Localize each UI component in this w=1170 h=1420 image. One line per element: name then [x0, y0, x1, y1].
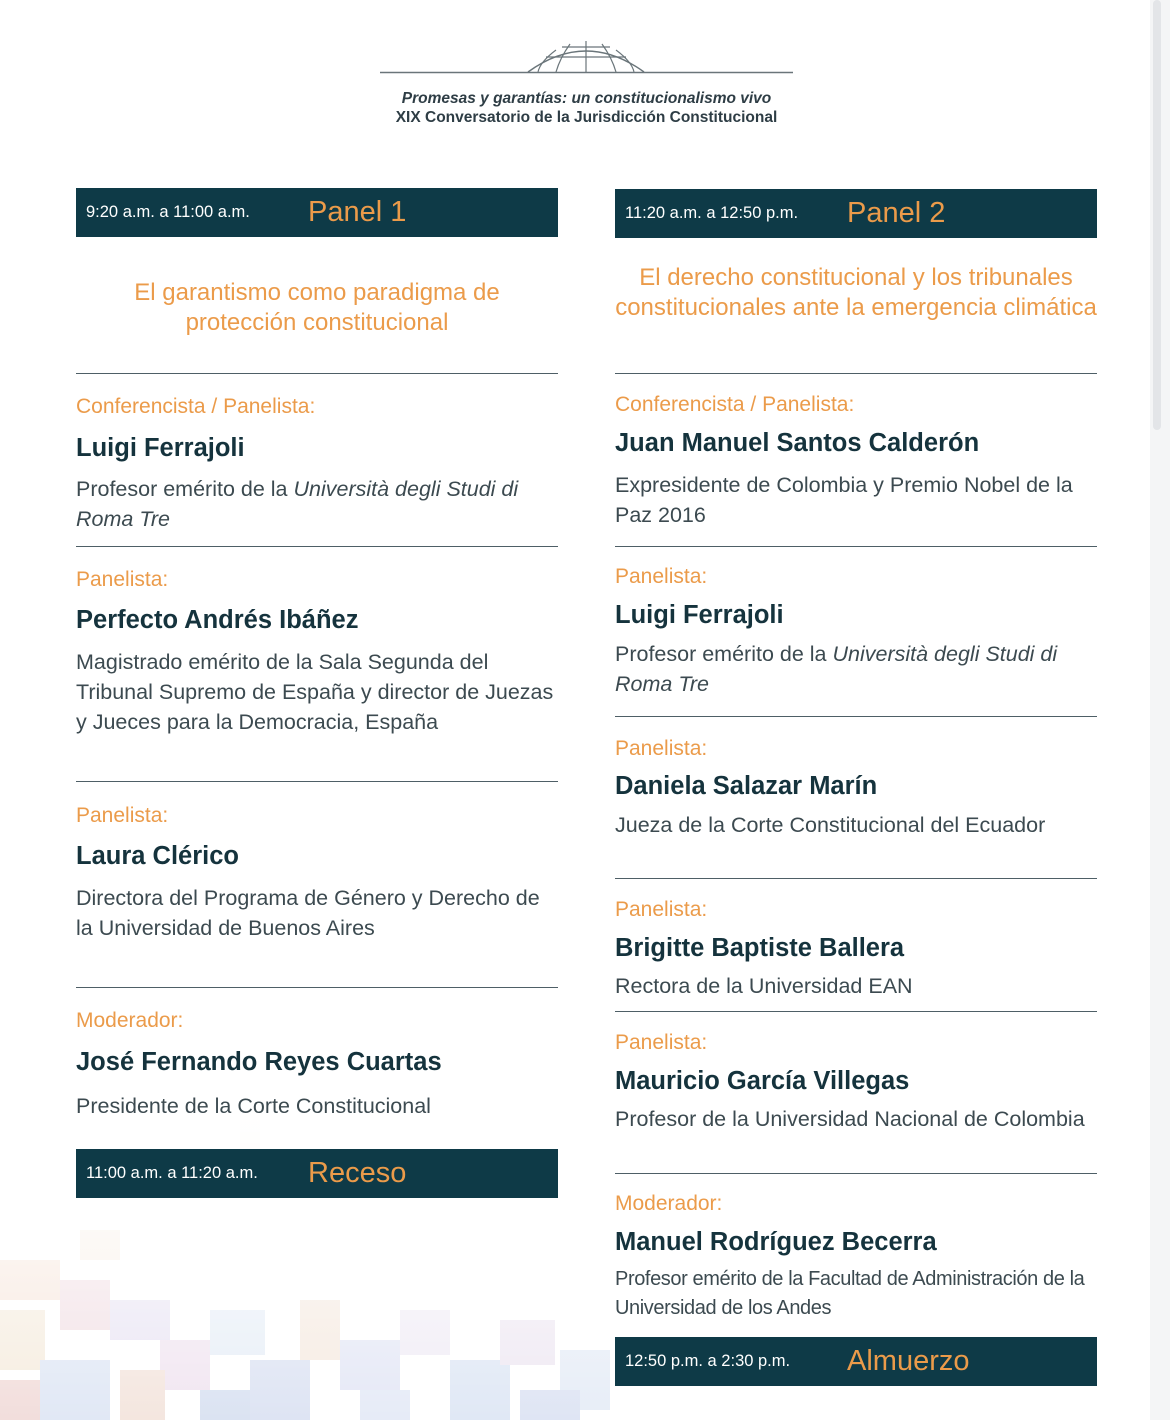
speaker-name: Mauricio García Villegas — [615, 1067, 910, 1095]
event-header — [380, 36, 793, 127]
divider — [615, 878, 1097, 879]
speaker-desc-text: Profesor emérito de la — [76, 477, 294, 501]
divider — [615, 1011, 1097, 1012]
break-label: Receso — [308, 1157, 407, 1189]
speaker-desc-text: Profesor emérito de la — [615, 642, 833, 666]
break-bar — [76, 1149, 558, 1198]
speaker-role: Conferencista / Panelista: — [76, 395, 316, 418]
divider — [615, 546, 1097, 547]
speaker-role: Panelista: — [76, 568, 169, 591]
panel-2-bar — [615, 189, 1097, 238]
panel-1-label: Panel 1 — [308, 196, 407, 228]
scrollbar[interactable] — [1150, 0, 1170, 1420]
speaker-role: Panelista: — [76, 804, 169, 827]
speaker-desc: Expresidente de Colombia y Premio Nobel de la Paz 2016 — [615, 473, 1073, 527]
speaker-role: Panelista: — [615, 565, 708, 588]
speaker-name: Brigitte Baptiste Ballera — [615, 934, 905, 962]
speaker-desc: Directora del Programa de Género y Derecho de la Universidad de Buenos Aires — [76, 886, 540, 940]
lunch-label: Almuerzo — [847, 1345, 970, 1377]
event-title: Promesas y garantías: un constitucionalismo vivo — [401, 90, 772, 107]
speaker-name: Laura Clérico — [76, 842, 239, 870]
divider — [615, 1173, 1097, 1174]
panel-2-topic: El derecho constitucional y los tribunales constitucionales ante la emergencia climática — [615, 264, 1097, 321]
speaker-desc: Rectora de la Universidad EAN — [615, 974, 913, 998]
speaker-desc — [76, 474, 558, 534]
lunch-time: 12:50 p.m. a 2:30 p.m. — [625, 1352, 791, 1370]
speaker-name: Luigi Ferrajoli — [76, 434, 245, 462]
speaker-name: Juan Manuel Santos Calderón — [615, 429, 980, 457]
speaker-name: José Fernando Reyes Cuartas — [76, 1048, 442, 1076]
divider — [76, 781, 558, 782]
speaker-desc: Presidente de la Corte Constitucional — [76, 1094, 431, 1118]
panel-1-bar — [76, 188, 558, 237]
speaker-desc-institution: Università degli Studi di Roma Tre — [76, 477, 519, 531]
speaker-desc-institution: Università degli Studi di Roma Tre — [615, 642, 1058, 696]
panel-2-time: 11:20 a.m. a 12:50 p.m. — [625, 204, 799, 222]
panel-1-time: 9:20 a.m. a 11:00 a.m. — [86, 203, 250, 221]
break-time: 11:00 a.m. a 11:20 a.m. — [86, 1164, 258, 1182]
speaker-name: Manuel Rodríguez Becerra — [615, 1228, 937, 1256]
panel-2-label: Panel 2 — [847, 197, 946, 229]
speaker-name: Perfecto Andrés Ibáñez — [76, 606, 359, 634]
speaker-desc: Magistrado emérito de la Sala Segunda del Tribunal Supremo de España y director de Juezas y Jueces para la Democracia, España — [76, 650, 554, 734]
speaker-desc: Profesor de la Universidad Nacional de Colombia — [615, 1107, 1085, 1131]
divider — [76, 987, 558, 988]
event-subtitle: XIX Conversatorio de la Jurisdicción Constitucional — [395, 109, 778, 126]
speaker-role: Conferencista / Panelista: — [615, 393, 855, 416]
speaker-desc: Jueza de la Corte Constitucional del Ecuador — [615, 813, 1046, 837]
speaker-role: Panelista: — [615, 1031, 708, 1054]
speaker-role: Panelista: — [615, 898, 708, 921]
globe-dome-icon — [380, 36, 793, 76]
speaker-role: Moderador: — [76, 1009, 184, 1032]
speaker-desc — [615, 639, 1097, 699]
divider — [615, 373, 1097, 374]
speaker-name: Daniela Salazar Marín — [615, 772, 878, 800]
speaker-role: Moderador: — [615, 1192, 723, 1215]
scrollbar-thumb[interactable] — [1153, 0, 1161, 430]
lunch-bar — [615, 1337, 1097, 1386]
divider — [615, 716, 1097, 717]
speaker-role: Panelista: — [615, 737, 708, 760]
divider — [76, 373, 558, 374]
speaker-name: Luigi Ferrajoli — [615, 601, 784, 629]
speaker-desc: Profesor emérito de la Facultad de Administración de la Universidad de los Andes — [615, 1268, 1085, 1319]
panel-1-topic: El garantismo como paradigma de protección constitucional — [134, 279, 500, 336]
divider — [76, 546, 558, 547]
